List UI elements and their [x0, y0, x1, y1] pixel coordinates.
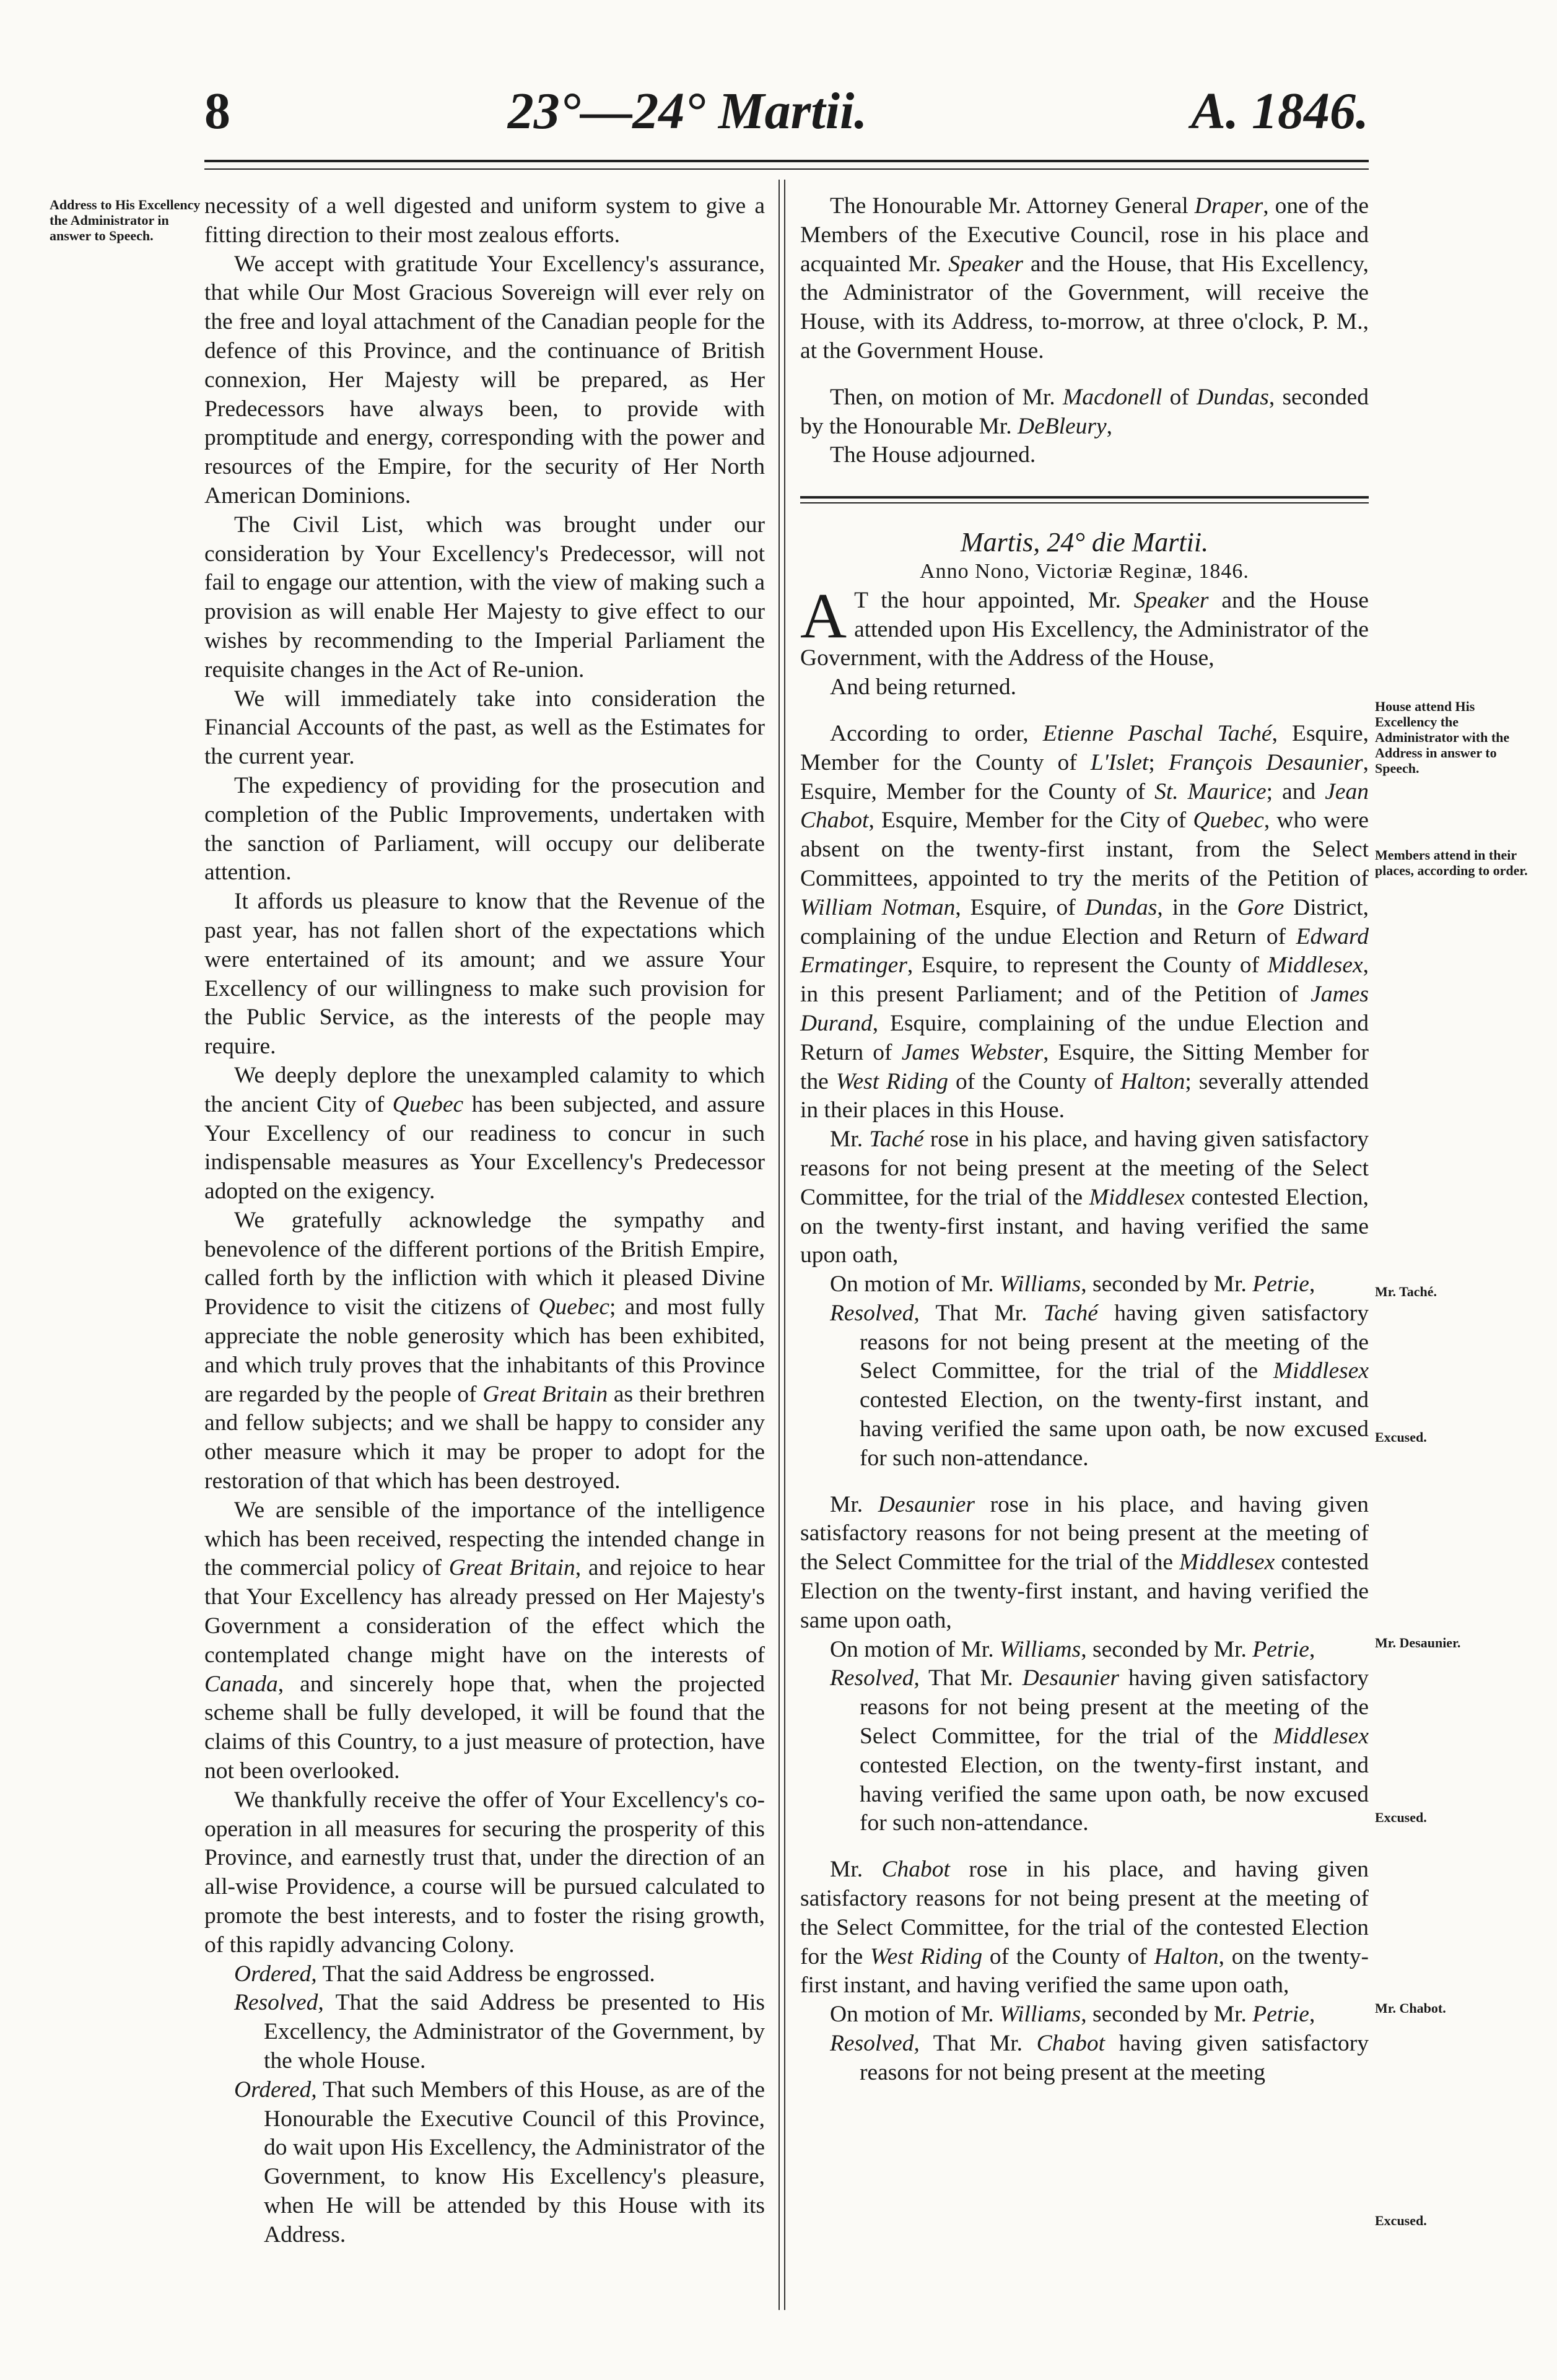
- page-date: 23°—24° Martii.: [507, 82, 868, 140]
- paragraph: We accept with gratitude Your Excellency's assurance, that while Our Most Gracious Sovereign will ever rely on the free and loyal attachment of the Canadian people for the defence of this Province, and the continuance of British connexion, Her Majesty will be prepared, as Her Predecessors have always been, to provide with promptitude and energy, corresponding with the power and resources of the Empire, for the security of Her North American Dominions.: [204, 251, 765, 508]
- paragraph: On motion of Mr. Williams, seconded by Mr. Petrie,: [830, 1271, 1315, 1297]
- resolved-paragraph: Resolved, That Mr. Taché having given satisfactory reasons for not being present at the meeting of the Select Committee, for the trial of the Middlesex contested Election, on the twenty-first instant, and having verified the same upon oath, be now excused for such non-attendance.: [830, 1300, 1369, 1471]
- paragraph: A T the hour appointed, Mr. Speaker and the House attended upon His Excellency, the Administrator of the Government, with the Address of the House,: [800, 580, 1369, 671]
- paragraph: We will immediately take into consideration the Financial Accounts of the past, as well as the Estimates for the current year.: [204, 686, 765, 770]
- left-column: [204, 192, 765, 2250]
- resolved-paragraph: Resolved, That the said Address be presented to His Excellency, the Administrator of the Government, by the whole House.: [234, 1990, 765, 2073]
- paragraph: Then, on motion of Mr. Macdonell of Dundas, seconded by the Honourable Mr. DeBleury,: [800, 384, 1369, 439]
- margin-note-mr-tache: Mr. Taché.: [1375, 1284, 1437, 1299]
- margin-note-address: Address to His Excellency the Administrator in answer to Speech.: [50, 197, 201, 243]
- paragraph: According to order, Etienne Paschal Taché, Esquire, Member for the County of L'Islet; François Desaunier, Esquire, Member for the County of St. Maurice; and Jean Chabot, Esquire, Member for the City of Quebec, who were absent on the twenty-first instant, from the Select Committees, appointed to try the merits of the Petition of William Notman, Esquire, of Dundas, in the Gore District, complaining of the undue Election and Return of Edward Ermatinger, Esquire, to represent the County of Middlesex, in this present Parliament; and of the Petition of James Durand, Esquire, complaining of the undue Election and Return of James Webster, Esquire, the Sitting Member for the West Riding of the County of Halton; severally attended in their places in this House.: [800, 720, 1369, 1123]
- paragraph: On motion of Mr. Williams, seconded by Mr. Petrie,: [830, 1636, 1315, 1662]
- paragraph: necessity of a well digested and uniform system to give a fitting direction to their most zealous efforts.: [204, 193, 765, 248]
- resolved-paragraph: Resolved, That Mr. Desaunier having given satisfactory reasons for not being present at the meeting of the Select Committee, for the trial of the Middlesex contested Election, on the twenty-first instant, and having verified the same upon oath, be now excused for such non-attendance.: [830, 1665, 1369, 1836]
- page-number: 8: [204, 82, 230, 140]
- drop-cap: A: [800, 580, 847, 652]
- margin-note-excused-3: Excused.: [1375, 2213, 1427, 2228]
- margin-note-mr-chabot: Mr. Chabot.: [1375, 2000, 1446, 2016]
- paragraph: The Civil List, which was brought under our consideration by Your Excellency's Predecessor, will not fail to engage our attention, with the view of making such a provision as will enable Her Majesty to give effect to our wishes by recommending to the Imperial Parliament the requisite changes in the Act of Re-union.: [204, 512, 765, 682]
- margin-note-excused-2: Excused.: [1375, 1810, 1427, 1825]
- ordered-paragraph: Ordered, That the said Address be engrossed.: [234, 1961, 655, 1987]
- header-rule-thin: [204, 168, 1369, 170]
- margin-note-excused-1: Excused.: [1375, 1429, 1427, 1445]
- paragraph: It affords us pleasure to know that the Revenue of the past year, has not fallen short of the expectations which were entertained of its amount; and we assure Your Excellency of our willingness to make such provision for the Public Service, as the interests of the people may require.: [204, 889, 765, 1060]
- paragraph: We are sensible of the importance of the intelligence which has been received, respecting the intended change in the commercial policy of Great Britain, and rejoice to hear that Your Excellency has already pressed on Her Majesty's Government a consideration of the effect which the contemplated change might have on the interests of Canada, and sincerely hope that, when the projected scheme shall be fully developed, it will be found that the claims of this Country, to a just measure of protection, have not been overlooked.: [204, 1497, 765, 1784]
- paragraph: Mr. Desaunier rose in his place, and having given satisfactory reasons for not being present at the meeting of the Select Committee for the trial of the Middlesex contested Election on the twenty-first instant, and having verified the same upon oath,: [800, 1491, 1369, 1633]
- right-column: [800, 192, 1369, 2088]
- paragraph: The Honourable Mr. Attorney General Draper, one of the Members of the Executive Council, rose in his place and acquainted Mr. Speaker and the House, that His Excellency, the Administrator of the Government, will receive the House, with its Address, to-morrow, at three o'clock, P. M., at the Government House.: [800, 193, 1369, 364]
- paragraph: We deeply deplore the unexampled calamity to which the ancient City of Quebec has been subjected, and assure Your Excellency of our readiness to concur in such indispensable measures as Your Excellency's Predecessor adopted on the exigency.: [204, 1062, 765, 1205]
- paragraph: We thankfully receive the offer of Your Excellency's co-operation in all measures for securing the prosperity of this Province, and earnestly trust that, under the direction of an all-wise Providence, a course will be pursued calculated to promote the best interests, and to foster the rising growth, of this rapidly advancing Colony.: [204, 1787, 765, 1958]
- paragraph: And being returned.: [830, 674, 1016, 700]
- day-heading: Martis, 24° die Martii.: [960, 527, 1209, 558]
- paragraph: We gratefully acknowledge the sympathy and benevolence of the different portions of the British Empire, called forth by the infliction with which it pleased Divine Providence to visit the citizens of Quebec; and most fully appreciate the noble generosity which has been exhibited, and which truly proves that the inhabitants of this Province are regarded by the people of Great Britain as their brethren and fellow subjects; and we shall be happy to consider any other measure which it may be proper to adopt for the restoration of that which has been destroyed.: [204, 1207, 765, 1494]
- paragraph: The House adjourned.: [830, 442, 1036, 468]
- column-separator: [778, 180, 780, 2310]
- margin-note-house-attend: House attend His Excellency the Administrator with the Address in answer to Speech.: [1375, 699, 1510, 776]
- margin-note-members-attend: Members attend in their places, according to order.: [1375, 847, 1528, 878]
- page-year: A. 1846.: [1190, 82, 1369, 140]
- header-rule: [204, 160, 1369, 162]
- paragraph: Mr. Taché rose in his place, and having given satisfactory reasons for not being present at the meeting of the Select Committee, for the trial of the Middlesex contested Election, on the twenty-first instant, and having verified the same upon oath,: [800, 1127, 1369, 1268]
- margin-note-mr-desaunier: Mr. Desaunier.: [1375, 1635, 1461, 1650]
- paragraph: On motion of Mr. Williams, seconded by Mr. Petrie,: [830, 2002, 1315, 2028]
- paragraph: The expediency of providing for the prosecution and completion of the Public Improvements, undertaken with the sanction of Parliament, will occupy our deliberate attention.: [204, 772, 765, 886]
- column-separator-second: [784, 180, 785, 2310]
- ordered-paragraph: Ordered, That such Members of this House, as are of the Honourable the Executive Council of this Province, do wait upon His Excellency, the Administrator of the Government, to know His Excellency's pleasure, when He will be attended by this House with its Address.: [234, 2077, 765, 2247]
- resolved-paragraph: Resolved, That Mr. Chabot having given satisfactory reasons for not being present at the meeting: [830, 2031, 1369, 2085]
- page-header: [204, 74, 1369, 149]
- section-rule-thin: [800, 502, 1369, 503]
- section-rule: [800, 496, 1369, 499]
- paragraph: Mr. Chabot rose in his place, and having given satisfactory reasons for not being present at the meeting of the Select Committee, for the trial of the contested Election for the West Riding of the County of Halton, on the twenty-first instant, and having verified the same upon oath,: [800, 1857, 1369, 1999]
- regnal-year: Anno Nono, Victoriæ Reginæ, 1846.: [920, 559, 1249, 583]
